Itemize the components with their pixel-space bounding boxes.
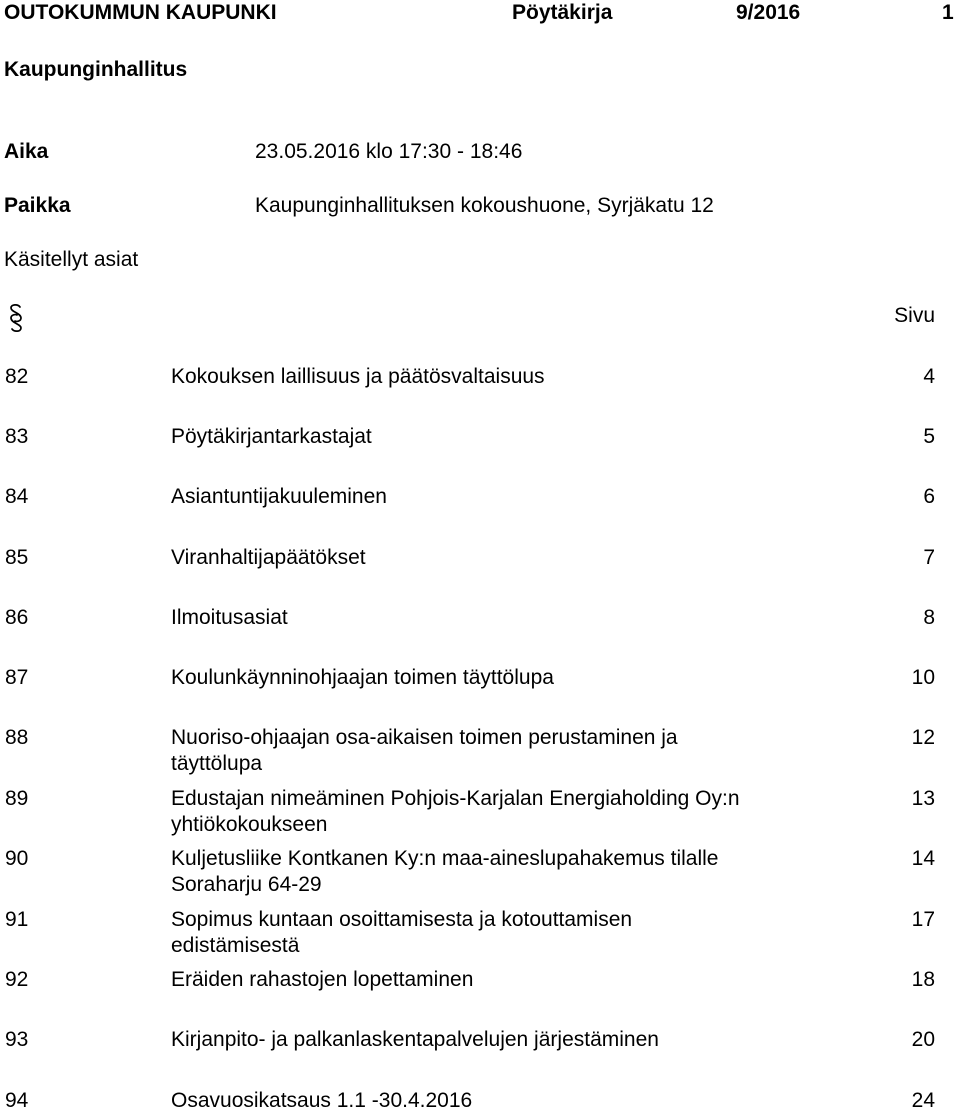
time-value: 23.05.2016 klo 17:30 - 18:46: [255, 140, 523, 163]
time-label: Aika: [4, 140, 49, 163]
agenda-item-page: 5: [923, 425, 935, 448]
agenda-item-page: 8: [923, 606, 935, 629]
agenda-item-title: Koulunkäynninohjaajan toimen täyttölupa: [171, 666, 554, 689]
agenda-item-number: 85: [5, 546, 29, 569]
agenda-item-title: Pöytäkirjantarkastajat: [171, 425, 372, 448]
agenda-item-page: 7: [923, 546, 935, 569]
place-value: Kaupunginhallituksen kokoushuone, Syrjäkatu 12: [255, 194, 714, 217]
agenda-item-title: Nuoriso-ohjaajan osa-aikaisen toimen perustaminen ja täyttölupa: [171, 726, 678, 775]
agenda-item-title: Asiantuntijakuuleminen: [171, 485, 387, 508]
agenda-item-title: Kirjanpito- ja palkanlaskentapalvelujen järjestäminen: [171, 1028, 659, 1051]
agenda-item-title: Viranhaltijapäätökset: [171, 546, 366, 569]
section-sign-icon: [6, 303, 26, 333]
agenda-item-page: 20: [911, 1028, 935, 1051]
agenda-item-page: 24: [911, 1089, 935, 1112]
agenda-item-number: 94: [5, 1089, 29, 1112]
org-name: OUTOKUMMUN KAUPUNKI: [4, 1, 277, 24]
doc-number: 9/2016: [736, 1, 801, 24]
body-name: Kaupunginhallitus: [4, 58, 188, 81]
agenda-item-number: 87: [5, 666, 29, 689]
page-number: 1: [942, 1, 954, 24]
agenda-item-title: Kokouksen laillisuus ja päätösvaltaisuus: [171, 365, 545, 388]
agenda-item-page: 6: [923, 485, 935, 508]
agenda-item-page: 18: [911, 968, 935, 991]
page-column-label: Sivu: [894, 304, 935, 327]
agenda-item-page: 12: [911, 726, 935, 749]
agenda-item-title: Kuljetusliike Kontkanen Ky:n maa-aineslupahakemus tilalle Soraharju 64-29: [171, 847, 719, 896]
agenda-item-page: 10: [911, 666, 935, 689]
agenda-item-number: 93: [5, 1028, 29, 1051]
agenda-item-number: 83: [5, 425, 29, 448]
agenda-item-number: 92: [5, 968, 29, 991]
agenda-item-page: 13: [911, 787, 935, 810]
agenda-item-page: 17: [911, 908, 935, 931]
agenda-item-title: Eräiden rahastojen lopettaminen: [171, 968, 474, 991]
agenda-item-title: Sopimus kuntaan osoittamisesta ja kotouttamisen edistämisestä: [171, 908, 633, 957]
agenda-item-number: 84: [5, 485, 29, 508]
agenda-item-title: Ilmoitusasiat: [171, 606, 288, 629]
agenda-item-number: 88: [5, 726, 29, 749]
place-label: Paikka: [4, 194, 71, 217]
agenda-item-title: Edustajan nimeäminen Pohjois-Karjalan Energiaholding Oy:n yhtiökokoukseen: [171, 787, 740, 836]
agenda-item-number: 91: [5, 908, 29, 931]
agenda-item-page: 14: [911, 847, 935, 870]
agenda-item-page: 4: [923, 365, 935, 388]
agenda-item-number: 89: [5, 787, 29, 810]
agenda-item-number: 82: [5, 365, 29, 388]
items-heading: Käsitellyt asiat: [4, 248, 139, 271]
agenda-item-number: 86: [5, 606, 29, 629]
agenda-item-number: 90: [5, 847, 29, 870]
doc-type: Pöytäkirja: [512, 1, 613, 24]
agenda-item-title: Osavuosikatsaus 1.1 -30.4.2016: [171, 1089, 473, 1112]
